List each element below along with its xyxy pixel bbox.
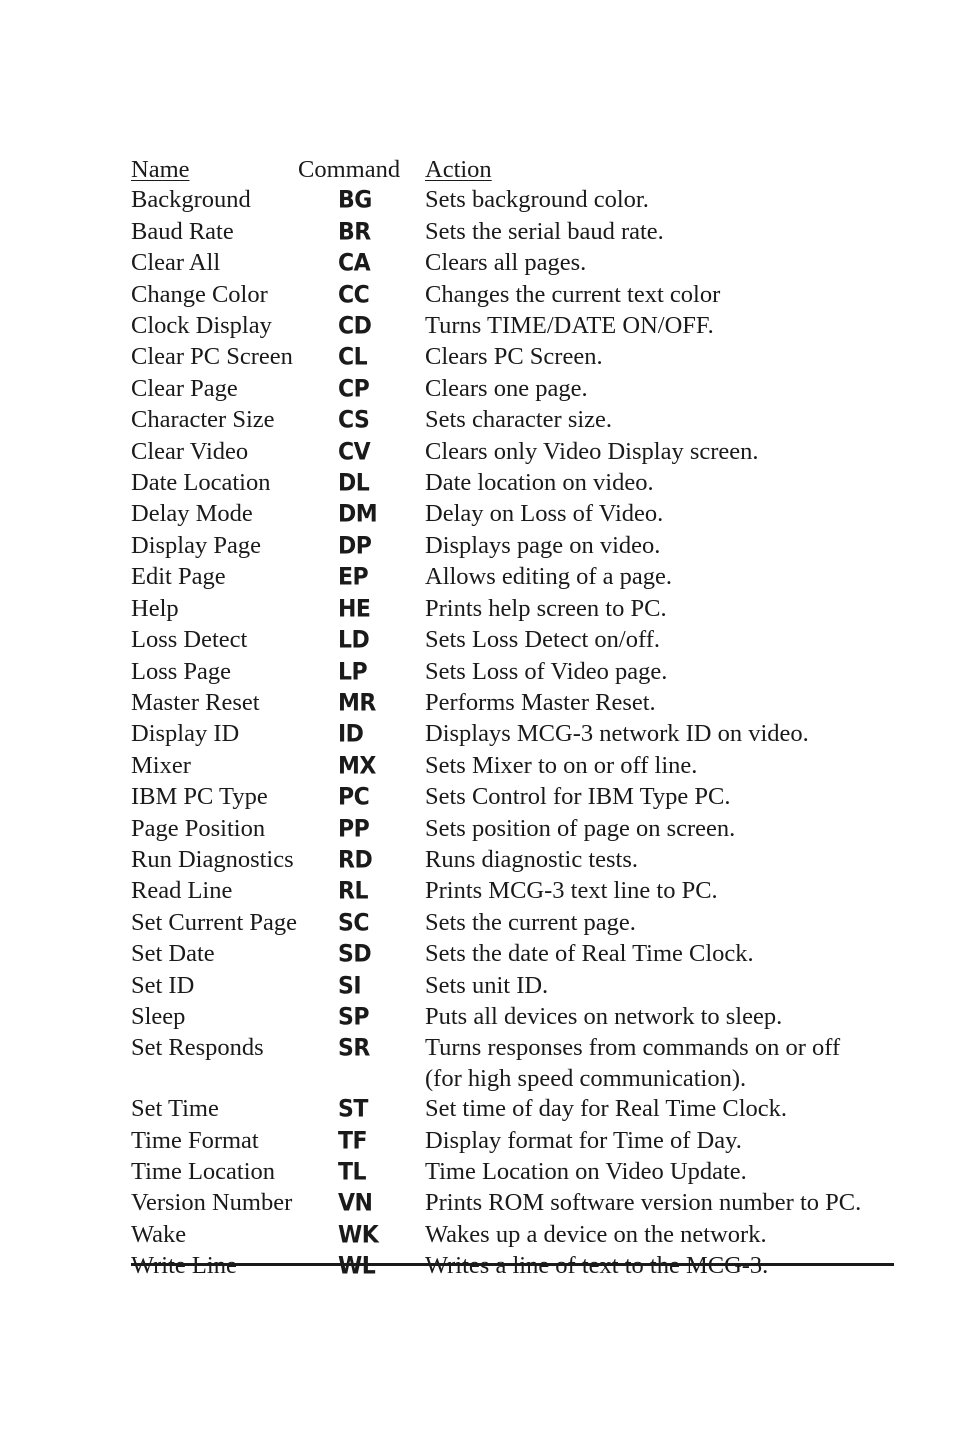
command-cell: [298, 311, 425, 342]
command-name: Time Location: [131, 1158, 276, 1185]
table-row: [131, 908, 894, 939]
table-row: [131, 657, 894, 688]
table-row: [131, 1126, 894, 1157]
command-code: SP: [338, 1003, 369, 1031]
command-name: Loss Page: [131, 657, 232, 685]
table-row: [131, 531, 894, 562]
table-row: [131, 814, 894, 845]
command-code: LD: [338, 627, 370, 655]
table-row: [131, 1002, 894, 1033]
command-code: MX: [338, 752, 376, 780]
command-code: CD: [338, 312, 372, 340]
command-name: Clear Page: [131, 374, 238, 402]
command-cell: [298, 845, 425, 876]
command-code: CA: [338, 250, 371, 278]
command-cell: [298, 939, 425, 970]
command-action: Delay on Loss of Video.: [425, 500, 664, 528]
command-code: WL: [338, 1253, 376, 1281]
command-name: Time Format: [131, 1126, 259, 1154]
command-cell: [298, 814, 425, 845]
table-row: [131, 625, 894, 656]
table-row: [131, 688, 894, 719]
table-row: [131, 782, 894, 813]
command-name: Help: [131, 594, 179, 622]
table-row: [131, 1094, 894, 1125]
command-cell: [298, 531, 425, 562]
command-action: Sets character size.: [425, 406, 613, 434]
command-code: MR: [338, 689, 376, 717]
header-command: [298, 155, 425, 185]
command-name: Page Position: [131, 814, 266, 842]
command-code: BR: [338, 218, 371, 246]
command-code: DL: [338, 470, 370, 498]
command-cell: [298, 1157, 425, 1188]
command-name: Set ID: [131, 971, 195, 999]
command-cell: [298, 374, 425, 405]
table-row: [131, 468, 894, 499]
command-action: Sets position of page on screen.: [425, 814, 736, 842]
command-cell: [298, 1002, 425, 1033]
command-code: PP: [338, 815, 370, 843]
command-action: Sets the current page.: [425, 908, 636, 936]
table-row: [131, 845, 894, 876]
command-action: Puts all devices on network to sleep.: [425, 1002, 783, 1030]
command-name: Write Line: [131, 1252, 237, 1280]
command-code: CC: [338, 281, 370, 309]
table-row: [131, 1033, 894, 1094]
command-cell: [298, 908, 425, 939]
command-cell: [298, 1033, 425, 1064]
command-cell: [298, 1094, 425, 1125]
command-table: [131, 155, 894, 1283]
command-cell: [298, 625, 425, 656]
command-cell: [298, 562, 425, 593]
command-code: WK: [338, 1221, 379, 1249]
command-name: Date Location: [131, 469, 271, 497]
command-name: Loss Detect: [131, 626, 248, 654]
command-action: Sets unit ID.: [425, 971, 549, 999]
command-action: Sets the date of Real Time Clock.: [425, 940, 754, 968]
command-code: CS: [338, 407, 370, 435]
command-cell: [298, 437, 425, 468]
table-body: [131, 185, 894, 1282]
command-cell: [298, 876, 425, 907]
command-code: PC: [338, 784, 370, 812]
command-cell: [298, 719, 425, 750]
header-action: Action: [425, 156, 492, 183]
command-action: Sets Mixer to on or off line.: [425, 751, 698, 779]
command-name: Mixer: [131, 751, 191, 779]
command-cell: [298, 594, 425, 625]
command-action: Display format for Time of Day.: [425, 1126, 742, 1154]
table-row: [131, 374, 894, 405]
command-action: Turns responses from commands on or off (for high speed communication).: [425, 1034, 841, 1092]
command-cell: [298, 342, 425, 373]
command-code: DM: [338, 501, 378, 529]
command-name: Clear PC Screen: [131, 343, 293, 371]
table-row: [131, 876, 894, 907]
command-code: SC: [338, 909, 369, 937]
command-name: Run Diagnostics: [131, 845, 294, 873]
table-row: [131, 751, 894, 782]
command-name: Read Line: [131, 877, 233, 905]
command-action: Prints MCG-3 text line to PC.: [425, 877, 718, 905]
command-action: Sets Loss Detect on/off.: [425, 626, 660, 654]
table-row: [131, 437, 894, 468]
command-name: Master Reset: [131, 688, 260, 716]
command-cell: [298, 217, 425, 248]
command-action: Prints help screen to PC.: [425, 594, 667, 622]
command-code: DP: [338, 532, 372, 560]
command-cell: [298, 248, 425, 279]
table-row: [131, 248, 894, 279]
command-code: ST: [338, 1096, 368, 1124]
command-action: Writes a line of text to the MCG-3.: [425, 1252, 769, 1280]
command-cell: [298, 468, 425, 499]
table-row: [131, 562, 894, 593]
command-name: Set Current Page: [131, 908, 298, 936]
command-code: SR: [338, 1035, 370, 1063]
table-header-row: [131, 155, 894, 185]
command-code: VN: [338, 1190, 373, 1218]
command-action: Clears all pages.: [425, 249, 587, 277]
command-name: Wake: [131, 1220, 187, 1248]
command-action: Sets the serial baud rate.: [425, 217, 664, 245]
command-action: Runs diagnostic tests.: [425, 845, 639, 873]
command-action: Changes the current text color: [425, 280, 721, 308]
command-cell: [298, 688, 425, 719]
command-code: CV: [338, 438, 371, 466]
command-code: HE: [338, 595, 371, 623]
command-code: TF: [338, 1127, 368, 1155]
command-name: Change Color: [131, 280, 268, 308]
command-code: CP: [338, 375, 370, 403]
command-name: Baud Rate: [131, 217, 234, 245]
command-action: Date location on video.: [425, 469, 654, 497]
table-row: [131, 185, 894, 216]
command-cell: [298, 1220, 425, 1251]
command-name: Set Responds: [131, 1034, 264, 1062]
command-name: Character Size: [131, 406, 275, 434]
command-action: Prints ROM software version number to PC.: [425, 1189, 862, 1217]
command-code: RL: [338, 878, 368, 906]
table-row: [131, 594, 894, 625]
table-row: [131, 217, 894, 248]
command-action: Wakes up a device on the network.: [425, 1220, 767, 1248]
bottom-rule: [131, 1263, 894, 1266]
command-code: LP: [338, 658, 368, 686]
command-name: Clear All: [131, 249, 221, 277]
command-cell: [298, 1126, 425, 1157]
command-code: BG: [338, 187, 372, 215]
command-name: Delay Mode: [131, 500, 253, 528]
command-cell: [298, 1251, 425, 1282]
table-row: [131, 1220, 894, 1251]
header-name: Name: [131, 156, 190, 183]
table-row: [131, 311, 894, 342]
command-code: SD: [338, 941, 372, 969]
command-name: Clock Display: [131, 312, 272, 340]
command-code: ID: [338, 721, 364, 749]
command-cell: [298, 657, 425, 688]
command-action: Time Location on Video Update.: [425, 1158, 747, 1185]
table-row: [131, 499, 894, 530]
table-row: [131, 342, 894, 373]
header-command-label: Command: [298, 156, 401, 183]
command-cell: [298, 499, 425, 530]
command-cell: [298, 971, 425, 1002]
command-name: IBM PC Type: [131, 783, 268, 811]
command-action: Clears only Video Display screen.: [425, 437, 759, 465]
command-name: Set Date: [131, 940, 215, 968]
command-cell: [298, 280, 425, 311]
table-row: [131, 1157, 894, 1188]
command-name: Version Number: [131, 1189, 293, 1217]
table-row: [131, 939, 894, 970]
command-action: Clears one page.: [425, 374, 588, 402]
command-code: RD: [338, 846, 373, 874]
command-action: Sets Loss of Video page.: [425, 657, 668, 685]
command-code: EP: [338, 564, 369, 592]
command-cell: [298, 782, 425, 813]
command-cell: [298, 1188, 425, 1219]
command-name: Clear Video: [131, 437, 249, 465]
command-action: Performs Master Reset.: [425, 688, 656, 716]
command-action: Displays MCG-3 network ID on video.: [425, 720, 809, 748]
command-cell: [298, 185, 425, 216]
table-row: [131, 1251, 894, 1282]
table-row: [131, 719, 894, 750]
command-action: Displays page on video.: [425, 531, 661, 559]
table-row: [131, 280, 894, 311]
command-action: Sets Control for IBM Type PC.: [425, 783, 731, 811]
command-code: SI: [338, 972, 362, 1000]
command-action: Allows editing of a page.: [425, 563, 672, 591]
command-name: Display ID: [131, 720, 240, 748]
command-name: Set Time: [131, 1095, 219, 1123]
command-action: Clears PC Screen.: [425, 343, 603, 371]
table-row: [131, 971, 894, 1002]
table-row: [131, 405, 894, 436]
command-name: Edit Page: [131, 563, 226, 591]
command-code: CL: [338, 344, 368, 372]
command-name: Background: [131, 186, 251, 214]
table-row: [131, 1188, 894, 1219]
command-code: TL: [338, 1158, 367, 1186]
command-name: Display Page: [131, 531, 261, 559]
command-name: Sleep: [131, 1002, 186, 1030]
command-action: Set time of day for Real Time Clock.: [425, 1095, 788, 1123]
command-cell: [298, 405, 425, 436]
command-action: Turns TIME/DATE ON/OFF.: [425, 312, 714, 340]
command-action: Sets background color.: [425, 186, 649, 214]
command-cell: [298, 751, 425, 782]
